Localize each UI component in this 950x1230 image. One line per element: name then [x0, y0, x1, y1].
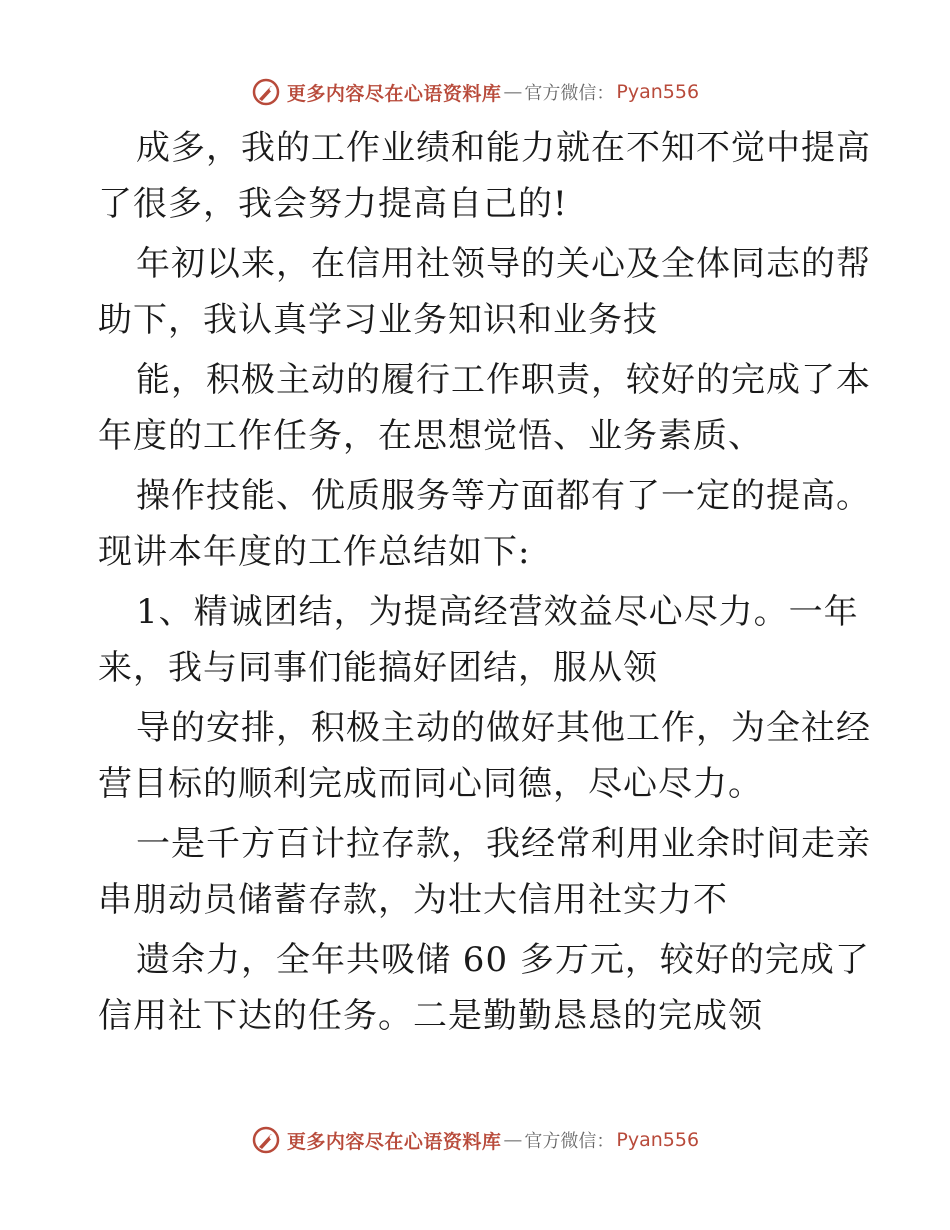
- footer-banner: [0, 1120, 950, 1160]
- body-line: 现讲本年度的工作总结如下:: [98, 532, 531, 572]
- body-line: 1、精诚团结，为提高经营效益尽心尽力。一年: [136, 592, 859, 632]
- footer-label: 官方微信：: [524, 1131, 615, 1152]
- body-line: 能，积极主动的履行工作职责，较好的完成了本: [136, 360, 871, 400]
- body-line: 操作技能、优质服务等方面都有了一定的提高。: [136, 476, 871, 516]
- header-banner: [0, 72, 950, 112]
- quill-logo-icon: [251, 1125, 281, 1155]
- quill-logo-icon: [251, 77, 281, 107]
- body-line: 年度的工作任务，在思想觉悟、业务素质、: [98, 416, 763, 456]
- body-line: 来，我与同事们能搞好团结，服从领: [98, 648, 658, 688]
- body-line: 遗余力，全年共吸储 60 多万元，较好的完成了: [136, 940, 870, 980]
- body-line: 串朋动员储蓄存款，为壮大信用社实力不: [98, 880, 728, 920]
- body-line: 了很多，我会努力提高自己的!: [98, 184, 568, 224]
- footer-main-text: 更多内容尽在心语资料库: [286, 1130, 502, 1153]
- header-dash: —: [503, 81, 523, 103]
- header-main-text: 更多内容尽在心语资料库: [286, 82, 502, 105]
- body-line: 成多，我的工作业绩和能力就在不知不觉中提高: [136, 128, 871, 168]
- footer-wechat-id: Pyan556: [616, 1129, 700, 1151]
- body-line: 信用社下达的任务。二是勤勤恳恳的完成领: [98, 996, 763, 1036]
- body-line: 年初以来，在信用社领导的关心及全体同志的帮: [136, 244, 871, 284]
- body-line: 助下，我认真学习业务知识和业务技: [98, 300, 658, 340]
- footer-dash: —: [503, 1129, 523, 1151]
- body-line: 一是千方百计拉存款，我经常利用业余时间走亲: [136, 824, 871, 864]
- header-wechat-id: Pyan556: [616, 81, 700, 103]
- body-line: 营目标的顺利完成而同心同德，尽心尽力。: [98, 764, 763, 804]
- body-line: 导的安排，积极主动的做好其他工作，为全社经: [136, 708, 871, 748]
- header-label: 官方微信：: [524, 83, 615, 104]
